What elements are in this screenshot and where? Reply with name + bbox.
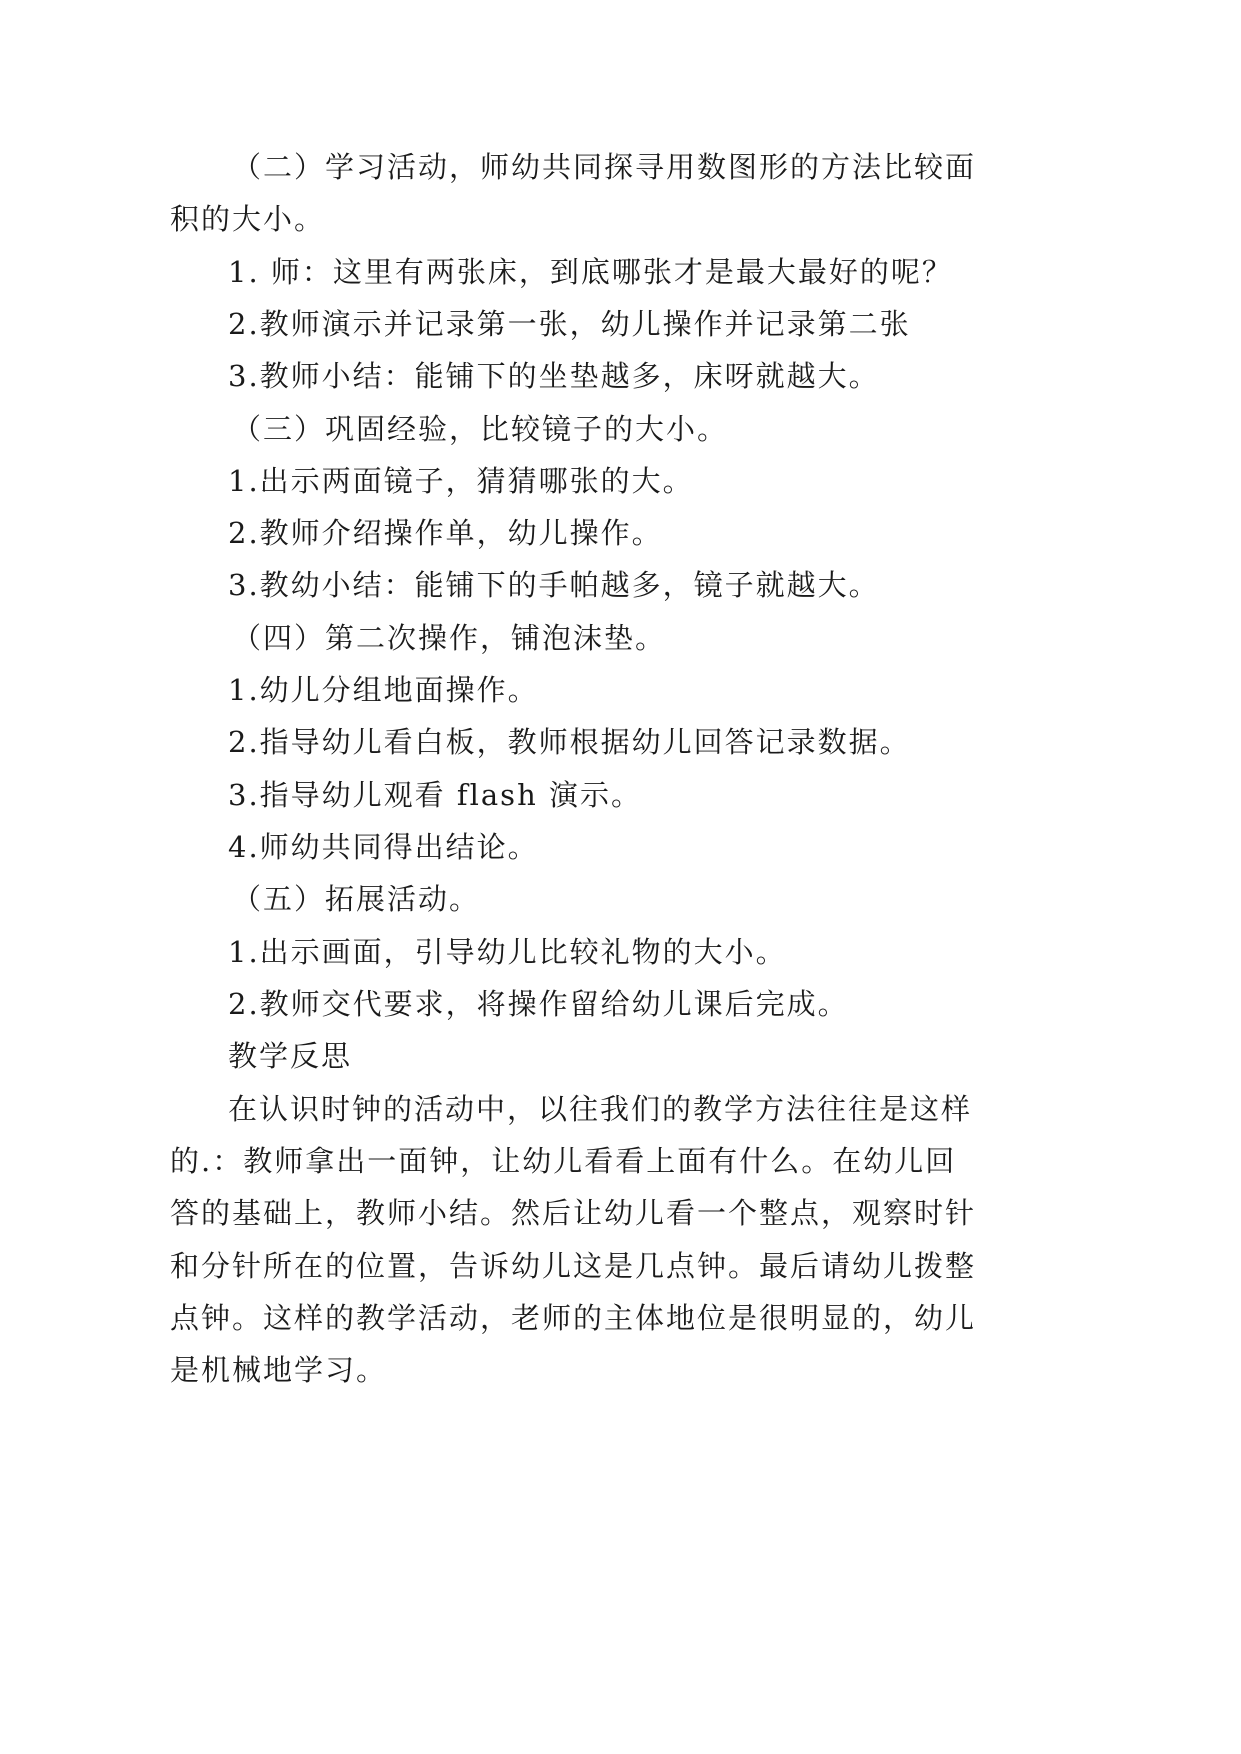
list-item: 2.教师介绍操作单，幼儿操作。 bbox=[228, 516, 663, 550]
list-item: 1. 师：这里有两张床，到底哪张才是最大最好的呢？ bbox=[228, 255, 953, 289]
list-item: 3.教师小结：能铺下的坐垫越多，床呀就越大。 bbox=[228, 359, 880, 393]
section-heading-2: （二）学习活动，师幼共同探寻用数图形的方法比较面 bbox=[232, 150, 977, 184]
list-item: 1.出示画面，引导幼儿比较礼物的大小。 bbox=[228, 935, 787, 969]
list-item: 2.指导幼儿看白板，教师根据幼儿回答记录数据。 bbox=[228, 725, 911, 759]
list-item: 4.师幼共同得出结论。 bbox=[228, 830, 539, 864]
paragraph-line: 点钟。这样的教学活动，老师的主体地位是很明显的，幼儿 bbox=[170, 1301, 977, 1335]
list-item: 1.出示两面镜子，猜猜哪张的大。 bbox=[228, 464, 694, 498]
reflection-heading: 教学反思 bbox=[228, 1039, 353, 1073]
paragraph-line: 在认识时钟的活动中，以往我们的教学方法往往是这样 bbox=[228, 1092, 973, 1126]
list-item: 2.教师交代要求，将操作留给幼儿课后完成。 bbox=[228, 987, 849, 1021]
list-item: 1.幼儿分组地面操作。 bbox=[228, 673, 539, 707]
paragraph-line: 和分针所在的位置，告诉幼儿这是几点钟。最后请幼儿拨整 bbox=[170, 1249, 977, 1283]
section-heading-5: （五）拓展活动。 bbox=[232, 882, 481, 916]
paragraph-line: 是机械地学习。 bbox=[170, 1353, 388, 1387]
list-item: 2.教师演示并记录第一张，幼儿操作并记录第二张 bbox=[228, 307, 911, 341]
paragraph-line: 积的大小。 bbox=[170, 202, 326, 236]
section-heading-3: （三）巩固经验，比较镜子的大小。 bbox=[232, 412, 729, 446]
list-item: 3.教幼小结：能铺下的手帕越多，镜子就越大。 bbox=[228, 568, 880, 602]
paragraph-line: 答的基础上，教师小结。然后让幼儿看一个整点，观察时针 bbox=[170, 1196, 977, 1230]
section-heading-4: （四）第二次操作，铺泡沫垫。 bbox=[232, 621, 667, 655]
paragraph-line: 的.：教师拿出一面钟，让幼儿看看上面有什么。在幼儿回 bbox=[170, 1144, 957, 1178]
list-item: 3.指导幼儿观看 flash 演示。 bbox=[228, 778, 642, 812]
